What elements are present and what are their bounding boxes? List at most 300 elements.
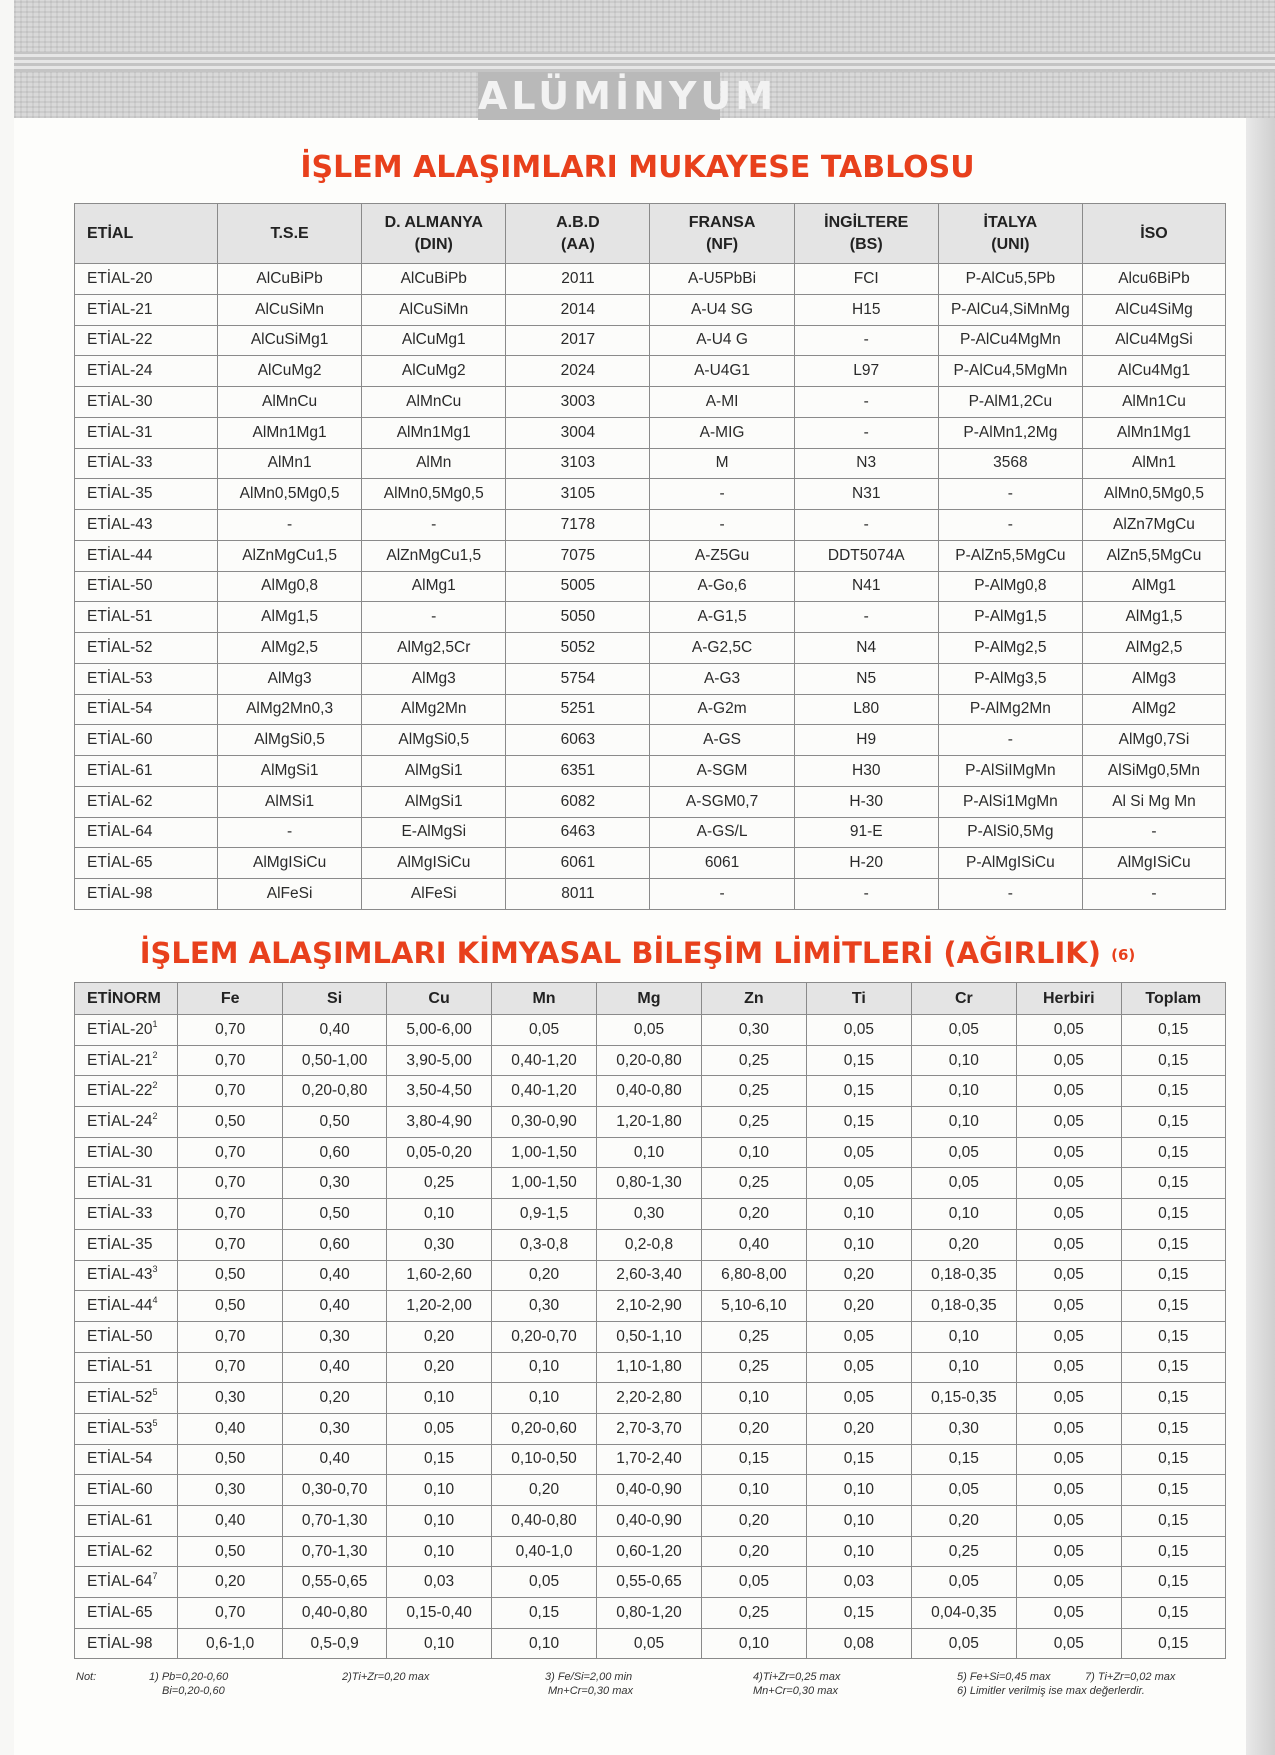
composition-cell: 0,10 bbox=[911, 1107, 1016, 1138]
composition-cell: 0,30 bbox=[282, 1321, 386, 1352]
comparison-cell: AlCuMg2 bbox=[218, 356, 362, 387]
composition-cell: 0,15 bbox=[1121, 1260, 1225, 1291]
composition-cell: 1,20-2,00 bbox=[387, 1291, 491, 1322]
composition-cell: 0,05 bbox=[597, 1628, 701, 1659]
col-header-line1: T.S.E bbox=[270, 224, 309, 242]
comparison-cell: A-GS bbox=[650, 725, 794, 756]
comparison-cell: P-AlSiIMgMn bbox=[938, 756, 1082, 787]
composition-row bbox=[75, 1506, 1226, 1537]
composition-cell: 0,70 bbox=[178, 1321, 282, 1352]
composition-col-header: Fe bbox=[178, 983, 282, 1015]
alloy-name-cell: ETİAL-64 bbox=[75, 817, 218, 848]
alloy-name-cell: ETİAL-54 bbox=[75, 694, 218, 725]
comparison-cell: A-U4 SG bbox=[650, 294, 794, 325]
composition-cell: 0,25 bbox=[701, 1352, 806, 1383]
composition-cell: 5,00-6,00 bbox=[387, 1015, 491, 1046]
composition-cell: 0,50 bbox=[282, 1107, 386, 1138]
composition-cell: 0,05 bbox=[1017, 1015, 1121, 1046]
col-header-line1: A.B.D bbox=[556, 213, 600, 231]
comparison-cell: AlMg3 bbox=[1082, 663, 1225, 694]
alloy-name-cell: ETİAL-21 bbox=[75, 294, 218, 325]
comparison-cell: AlZnMgCu1,5 bbox=[218, 540, 362, 571]
comparison-cell: AlCuSiMg1 bbox=[218, 325, 362, 356]
comparison-cell: - bbox=[650, 479, 794, 510]
comparison-cell: AlMSi1 bbox=[218, 786, 362, 817]
composition-cell: 0,05 bbox=[491, 1015, 596, 1046]
composition-cell: 0,05 bbox=[1017, 1475, 1121, 1506]
composition-cell: 0,10 bbox=[491, 1383, 596, 1414]
comparison-row bbox=[75, 510, 1226, 541]
composition-cell: 0,15 bbox=[387, 1444, 491, 1475]
alloy-name-cell: ETİAL-31 bbox=[75, 417, 218, 448]
comparison-header-row bbox=[75, 204, 1226, 264]
comparison-cell: P-AlMg1,5 bbox=[938, 602, 1082, 633]
composition-cell: 0,15 bbox=[807, 1598, 911, 1629]
composition-cell: 0,15 bbox=[807, 1045, 911, 1076]
composition-cell: 0,15-0,35 bbox=[911, 1383, 1016, 1414]
composition-cell: 0,10 bbox=[387, 1383, 491, 1414]
comparison-cell: H15 bbox=[794, 294, 938, 325]
composition-cell: 0,30 bbox=[282, 1168, 386, 1199]
comparison-cell: AlCuMg1 bbox=[362, 325, 506, 356]
alloy-name: ETİAL-20 bbox=[87, 1020, 153, 1038]
composition-cell: 0,05 bbox=[1017, 1444, 1121, 1475]
comparison-cell: A-MI bbox=[650, 387, 794, 418]
comparison-cell: P-AlCu4,SiMnMg bbox=[938, 294, 1082, 325]
comparison-cell: 6061 bbox=[506, 848, 650, 879]
alloy-name-cell bbox=[75, 1168, 178, 1199]
composition-cell: 0,40-0,80 bbox=[491, 1506, 596, 1537]
comparison-cell: P-AlMg2Mn bbox=[938, 694, 1082, 725]
alloy-name: ETİAL-62 bbox=[87, 1542, 153, 1560]
footnote-6: 6) Limitler verilmiş ise max değerlerdir. bbox=[957, 1685, 1145, 1697]
alloy-name: ETİAL-98 bbox=[87, 1634, 153, 1652]
footnote-1a: 1) Pb=0,20-0,60 bbox=[149, 1671, 229, 1683]
comparison-row bbox=[75, 694, 1226, 725]
comparison-cell: 2024 bbox=[506, 356, 650, 387]
comparison-cell: DDT5074A bbox=[794, 540, 938, 571]
alloy-name: ETİAL-51 bbox=[87, 1358, 153, 1376]
composition-cell: 0,05 bbox=[807, 1015, 911, 1046]
composition-cell: 0,70 bbox=[178, 1168, 282, 1199]
composition-cell: 0,05 bbox=[701, 1567, 806, 1598]
comparison-cell: 6463 bbox=[506, 817, 650, 848]
comparison-cell: A-G3 bbox=[650, 663, 794, 694]
composition-cell: 0,55-0,65 bbox=[597, 1567, 701, 1598]
composition-cell: 0,20 bbox=[701, 1413, 806, 1444]
comparison-cell: H9 bbox=[794, 725, 938, 756]
composition-col-header: ETİNORM bbox=[75, 983, 178, 1015]
comparison-cell: - bbox=[794, 387, 938, 418]
comparison-cell: AlMgISiCu bbox=[218, 848, 362, 879]
composition-cell: 0,40-0,90 bbox=[597, 1475, 701, 1506]
comparison-cell: P-AlCu5,5Pb bbox=[938, 264, 1082, 295]
comparison-cell: 7075 bbox=[506, 540, 650, 571]
alloy-name-cell bbox=[75, 1567, 178, 1598]
comparison-cell: AlCu4MgSi bbox=[1082, 325, 1225, 356]
comparison-row bbox=[75, 571, 1226, 602]
composition-cell: 0,70 bbox=[178, 1199, 282, 1230]
comparison-cell: - bbox=[1082, 817, 1225, 848]
composition-cell: 0,40-1,20 bbox=[491, 1076, 596, 1107]
composition-cell: 0,50 bbox=[178, 1536, 282, 1567]
comparison-cell: - bbox=[362, 510, 506, 541]
footnote-1b: Bi=0,20-0,60 bbox=[162, 1685, 225, 1697]
composition-cell: 0,20-0,70 bbox=[491, 1321, 596, 1352]
comparison-row bbox=[75, 356, 1226, 387]
comparison-cell: AlMg2Mn bbox=[362, 694, 506, 725]
comparison-col-header bbox=[650, 204, 794, 264]
comparison-cell: AlMn1 bbox=[218, 448, 362, 479]
comparison-cell: A-SGM0,7 bbox=[650, 786, 794, 817]
composition-cell: 0,18-0,35 bbox=[911, 1260, 1016, 1291]
comparison-cell: - bbox=[1082, 879, 1225, 910]
footnote-7: 7) Ti+Zr=0,02 max bbox=[1085, 1671, 1176, 1683]
composition-row bbox=[75, 1536, 1226, 1567]
composition-row bbox=[75, 1321, 1226, 1352]
alloy-name: ETİAL-43 bbox=[87, 1266, 153, 1284]
composition-cell: 0,30 bbox=[491, 1291, 596, 1322]
alloy-name-cell: ETİAL-24 bbox=[75, 356, 218, 387]
composition-cell: 0,70 bbox=[178, 1045, 282, 1076]
comparison-cell: AlCu4SiMg bbox=[1082, 294, 1225, 325]
composition-cell: 1,70-2,40 bbox=[597, 1444, 701, 1475]
comparison-cell: AlMg1 bbox=[1082, 571, 1225, 602]
comparison-cell: H-30 bbox=[794, 786, 938, 817]
footnote-marker: 5 bbox=[152, 1387, 158, 1398]
col-header-line1: İSO bbox=[1140, 224, 1168, 242]
composition-cell: 0,15 bbox=[1121, 1628, 1225, 1659]
composition-cell: 0,15 bbox=[1121, 1199, 1225, 1230]
composition-cell: 0,20 bbox=[807, 1260, 911, 1291]
comparison-cell: 3004 bbox=[506, 417, 650, 448]
composition-cell: 0,15 bbox=[1121, 1137, 1225, 1168]
comparison-col-header bbox=[1082, 204, 1225, 264]
col-header-line2: (AA) bbox=[561, 235, 595, 253]
alloy-name-cell bbox=[75, 1598, 178, 1629]
comparison-cell: P-AlSi0,5Mg bbox=[938, 817, 1082, 848]
comparison-cell: P-AlCu4MgMn bbox=[938, 325, 1082, 356]
composition-cell: 0,30 bbox=[178, 1475, 282, 1506]
composition-col-header: Zn bbox=[701, 983, 806, 1015]
comparison-cell: 2011 bbox=[506, 264, 650, 295]
comparison-cell: 6063 bbox=[506, 725, 650, 756]
composition-cell: 0,05 bbox=[1017, 1076, 1121, 1107]
comparison-table bbox=[74, 203, 1226, 910]
comparison-cell: P-AlMg0,8 bbox=[938, 571, 1082, 602]
comparison-cell: L80 bbox=[794, 694, 938, 725]
comparison-cell: H-20 bbox=[794, 848, 938, 879]
composition-row bbox=[75, 1475, 1226, 1506]
composition-cell: 0,05 bbox=[597, 1015, 701, 1046]
composition-cell: 0,15 bbox=[1121, 1352, 1225, 1383]
alloy-name-cell: ETİAL-60 bbox=[75, 725, 218, 756]
col-header-line2: (BS) bbox=[849, 235, 883, 253]
comparison-cell: AlMg2,5Cr bbox=[362, 633, 506, 664]
composition-title-note: (6) bbox=[1111, 946, 1136, 964]
composition-cell: 0,05 bbox=[807, 1137, 911, 1168]
composition-cell: 0,15 bbox=[807, 1107, 911, 1138]
comparison-cell: 5052 bbox=[506, 633, 650, 664]
alloy-name: ETİAL-44 bbox=[87, 1297, 153, 1315]
comparison-cell: 6351 bbox=[506, 756, 650, 787]
footnote-marker: 2 bbox=[152, 1080, 158, 1091]
alloy-name-cell bbox=[75, 1229, 178, 1260]
comparison-cell: 2017 bbox=[506, 325, 650, 356]
composition-cell: 0,05 bbox=[1017, 1321, 1121, 1352]
alloy-name-cell bbox=[75, 1045, 178, 1076]
comparison-cell: AlMg2 bbox=[1082, 694, 1225, 725]
footnote-4a: 4)Ti+Zr=0,25 max bbox=[753, 1671, 841, 1683]
composition-cell: 0,10 bbox=[701, 1137, 806, 1168]
alloy-name: ETİAL-64 bbox=[87, 1573, 153, 1591]
comparison-cell: 5251 bbox=[506, 694, 650, 725]
composition-cell: 0,05 bbox=[1017, 1628, 1121, 1659]
composition-cell: 0,20-0,60 bbox=[491, 1413, 596, 1444]
comparison-col-header bbox=[506, 204, 650, 264]
composition-cell: 0,04-0,35 bbox=[911, 1598, 1016, 1629]
comparison-cell: 5005 bbox=[506, 571, 650, 602]
composition-cell: 0,25 bbox=[701, 1168, 806, 1199]
composition-header-row bbox=[75, 983, 1226, 1015]
alloy-name: ETİAL-50 bbox=[87, 1327, 153, 1345]
composition-cell: 0,05 bbox=[1017, 1137, 1121, 1168]
composition-cell: 0,15 bbox=[1121, 1107, 1225, 1138]
alloy-name-cell: ETİAL-61 bbox=[75, 756, 218, 787]
composition-col-header: Herbiri bbox=[1017, 983, 1121, 1015]
composition-cell: 0,25 bbox=[701, 1321, 806, 1352]
alloy-name-cell bbox=[75, 1199, 178, 1230]
alloy-name-cell: ETİAL-51 bbox=[75, 602, 218, 633]
composition-cell: 5,10-6,10 bbox=[701, 1291, 806, 1322]
composition-cell: 0,70 bbox=[178, 1352, 282, 1383]
comparison-title: İŞLEM ALAŞIMLARI MUKAYESE TABLOSU bbox=[300, 150, 975, 185]
comparison-row bbox=[75, 325, 1226, 356]
composition-cell: 0,05 bbox=[911, 1475, 1016, 1506]
comparison-row bbox=[75, 264, 1226, 295]
composition-cell: 0,25 bbox=[911, 1536, 1016, 1567]
composition-row bbox=[75, 1444, 1226, 1475]
composition-cell: 0,15 bbox=[701, 1444, 806, 1475]
composition-cell: 0,20 bbox=[282, 1383, 386, 1414]
comparison-row bbox=[75, 725, 1226, 756]
composition-cell: 0,15 bbox=[1121, 1076, 1225, 1107]
composition-cell: 0,40-1,20 bbox=[491, 1045, 596, 1076]
composition-row bbox=[75, 1015, 1226, 1046]
composition-cell: 0,08 bbox=[807, 1628, 911, 1659]
alloy-name: ETİAL-30 bbox=[87, 1143, 153, 1161]
footnotes bbox=[76, 1668, 1226, 1708]
composition-cell: 0,05 bbox=[1017, 1199, 1121, 1230]
comparison-cell: A-G2,5C bbox=[650, 633, 794, 664]
composition-cell: 0,25 bbox=[701, 1045, 806, 1076]
composition-cell: 0,05 bbox=[1017, 1352, 1121, 1383]
comparison-cell: P-AlZn5,5MgCu bbox=[938, 540, 1082, 571]
footnote-3b: Mn+Cr=0,30 max bbox=[548, 1685, 633, 1697]
comparison-cell: Alcu6BiPb bbox=[1082, 264, 1225, 295]
composition-cell: 0,15 bbox=[911, 1444, 1016, 1475]
composition-cell: 0,05 bbox=[807, 1321, 911, 1352]
composition-cell: 3,80-4,90 bbox=[387, 1107, 491, 1138]
comparison-cell: A-Go,6 bbox=[650, 571, 794, 602]
page-edge bbox=[1246, 0, 1275, 1755]
composition-row bbox=[75, 1229, 1226, 1260]
footnote-5: 5) Fe+Si=0,45 max bbox=[957, 1671, 1051, 1683]
alloy-name-cell: ETİAL-33 bbox=[75, 448, 218, 479]
comparison-cell: P-AlMn1,2Mg bbox=[938, 417, 1082, 448]
composition-cell: 0,40 bbox=[701, 1229, 806, 1260]
composition-title bbox=[0, 936, 1275, 970]
composition-cell: 0,10 bbox=[911, 1076, 1016, 1107]
composition-cell: 0,05 bbox=[1017, 1229, 1121, 1260]
comparison-cell: AlMg0,8 bbox=[218, 571, 362, 602]
composition-col-header: Cu bbox=[387, 983, 491, 1015]
comparison-cell: - bbox=[938, 725, 1082, 756]
composition-cell: 0,10 bbox=[911, 1352, 1016, 1383]
composition-cell: 0,20 bbox=[387, 1321, 491, 1352]
composition-cell: 0,30 bbox=[597, 1199, 701, 1230]
composition-row bbox=[75, 1137, 1226, 1168]
comparison-cell: M bbox=[650, 448, 794, 479]
composition-cell: 0,60 bbox=[282, 1229, 386, 1260]
comparison-row bbox=[75, 448, 1226, 479]
alloy-name-cell: ETİAL-52 bbox=[75, 633, 218, 664]
comparison-cell: 3103 bbox=[506, 448, 650, 479]
alloy-name-cell: ETİAL-22 bbox=[75, 325, 218, 356]
alloy-name: ETİAL-22 bbox=[87, 1082, 153, 1100]
composition-row bbox=[75, 1076, 1226, 1107]
comparison-cell: AlMg1,5 bbox=[218, 602, 362, 633]
composition-cell: 0,50-1,10 bbox=[597, 1321, 701, 1352]
composition-cell: 0,15 bbox=[491, 1598, 596, 1629]
composition-cell: 0,15-0,40 bbox=[387, 1598, 491, 1629]
composition-cell: 0,05 bbox=[807, 1383, 911, 1414]
comparison-cell: A-U4G1 bbox=[650, 356, 794, 387]
comparison-col-header bbox=[362, 204, 506, 264]
comparison-cell: AlMg2Mn0,3 bbox=[218, 694, 362, 725]
col-header-line2: (DIN) bbox=[414, 235, 453, 253]
comparison-cell: 3003 bbox=[506, 387, 650, 418]
composition-cell: 0,25 bbox=[387, 1168, 491, 1199]
col-header-line2: (UNI) bbox=[991, 235, 1030, 253]
comparison-cell: 3105 bbox=[506, 479, 650, 510]
composition-cell: 1,00-1,50 bbox=[491, 1168, 596, 1199]
footnote-marker: 7 bbox=[152, 1571, 158, 1582]
composition-cell: 2,10-2,90 bbox=[597, 1291, 701, 1322]
footnote-marker: 5 bbox=[152, 1417, 158, 1428]
comparison-cell: A-SGM bbox=[650, 756, 794, 787]
comparison-cell: 5050 bbox=[506, 602, 650, 633]
composition-cell: 2,70-3,70 bbox=[597, 1413, 701, 1444]
composition-cell: 0,50 bbox=[178, 1291, 282, 1322]
comparison-cell: AlMg2,5 bbox=[218, 633, 362, 664]
composition-cell: 0,20 bbox=[807, 1291, 911, 1322]
comparison-cell: Al Si Mg Mn bbox=[1082, 786, 1225, 817]
comparison-col-header bbox=[794, 204, 938, 264]
comparison-cell: A-U4 G bbox=[650, 325, 794, 356]
composition-cell: 0,50 bbox=[282, 1199, 386, 1230]
composition-cell: 0,05 bbox=[1017, 1291, 1121, 1322]
alloy-name: ETİAL-65 bbox=[87, 1603, 153, 1621]
comparison-cell: AlMgSi0,5 bbox=[218, 725, 362, 756]
comparison-row bbox=[75, 848, 1226, 879]
comparison-cell: AlMg3 bbox=[218, 663, 362, 694]
composition-cell: 0,20 bbox=[491, 1475, 596, 1506]
comparison-cell: - bbox=[650, 879, 794, 910]
comparison-row bbox=[75, 879, 1226, 910]
composition-cell: 0,70 bbox=[178, 1137, 282, 1168]
composition-cell: 0,05 bbox=[1017, 1598, 1121, 1629]
composition-cell: 0,05 bbox=[911, 1137, 1016, 1168]
footnote-marker: 1 bbox=[152, 1018, 158, 1029]
comparison-cell: 6082 bbox=[506, 786, 650, 817]
comparison-cell: AlMn bbox=[362, 448, 506, 479]
composition-cell: 0,30-0,90 bbox=[491, 1107, 596, 1138]
comparison-cell: - bbox=[362, 602, 506, 633]
comparison-cell: - bbox=[938, 879, 1082, 910]
composition-cell: 0,80-1,30 bbox=[597, 1168, 701, 1199]
comparison-row bbox=[75, 786, 1226, 817]
alloy-name-cell bbox=[75, 1413, 178, 1444]
composition-cell: 0,10 bbox=[597, 1137, 701, 1168]
comparison-cell: P-AlMg2,5 bbox=[938, 633, 1082, 664]
comparison-cell: AlZn7MgCu bbox=[1082, 510, 1225, 541]
composition-cell: 0,10 bbox=[491, 1352, 596, 1383]
composition-cell: 0,30 bbox=[178, 1383, 282, 1414]
composition-cell: 0,03 bbox=[387, 1567, 491, 1598]
comparison-cell: AlMgSi1 bbox=[218, 756, 362, 787]
composition-cell: 0,80-1,20 bbox=[597, 1598, 701, 1629]
alloy-name-cell bbox=[75, 1444, 178, 1475]
composition-cell: 0,10 bbox=[701, 1475, 806, 1506]
composition-cell: 0,50 bbox=[178, 1260, 282, 1291]
composition-cell: 0,15 bbox=[1121, 1229, 1225, 1260]
comparison-cell: P-AlCu4,5MgMn bbox=[938, 356, 1082, 387]
comparison-cell: AlMn1Mg1 bbox=[218, 417, 362, 448]
footnote-4b: Mn+Cr=0,30 max bbox=[753, 1685, 838, 1697]
comparison-cell: AlCuSiMn bbox=[218, 294, 362, 325]
col-header-line1: İTALYA bbox=[983, 213, 1038, 231]
composition-cell: 0,20 bbox=[491, 1260, 596, 1291]
composition-cell: 0,20 bbox=[178, 1567, 282, 1598]
composition-row bbox=[75, 1168, 1226, 1199]
composition-cell: 0,40 bbox=[282, 1444, 386, 1475]
footnote-2: 2)Ti+Zr=0,20 max bbox=[342, 1671, 430, 1683]
composition-cell: 0,05 bbox=[1017, 1260, 1121, 1291]
composition-cell: 0,55-0,65 bbox=[282, 1567, 386, 1598]
composition-cell: 0,6-1,0 bbox=[178, 1628, 282, 1659]
composition-cell: 0,15 bbox=[1121, 1506, 1225, 1537]
comparison-cell: AlCuMg2 bbox=[362, 356, 506, 387]
composition-cell: 0,05 bbox=[911, 1168, 1016, 1199]
composition-cell: 0,05 bbox=[1017, 1045, 1121, 1076]
comparison-cell: N4 bbox=[794, 633, 938, 664]
col-header-line1: ETİAL bbox=[87, 224, 134, 242]
composition-cell: 0,15 bbox=[807, 1444, 911, 1475]
composition-row bbox=[75, 1567, 1226, 1598]
composition-cell: 3,90-5,00 bbox=[387, 1045, 491, 1076]
comparison-cell: 91-E bbox=[794, 817, 938, 848]
composition-cell: 0,40 bbox=[282, 1352, 386, 1383]
alloy-name-cell: ETİAL-43 bbox=[75, 510, 218, 541]
comparison-cell: AlMgSi1 bbox=[362, 786, 506, 817]
composition-cell: 0,40-1,0 bbox=[491, 1536, 596, 1567]
composition-cell: 0,10 bbox=[911, 1199, 1016, 1230]
comparison-cell: FCI bbox=[794, 264, 938, 295]
composition-cell: 0,05 bbox=[387, 1413, 491, 1444]
alloy-name-cell: ETİAL-30 bbox=[75, 387, 218, 418]
composition-cell: 0,30 bbox=[911, 1413, 1016, 1444]
